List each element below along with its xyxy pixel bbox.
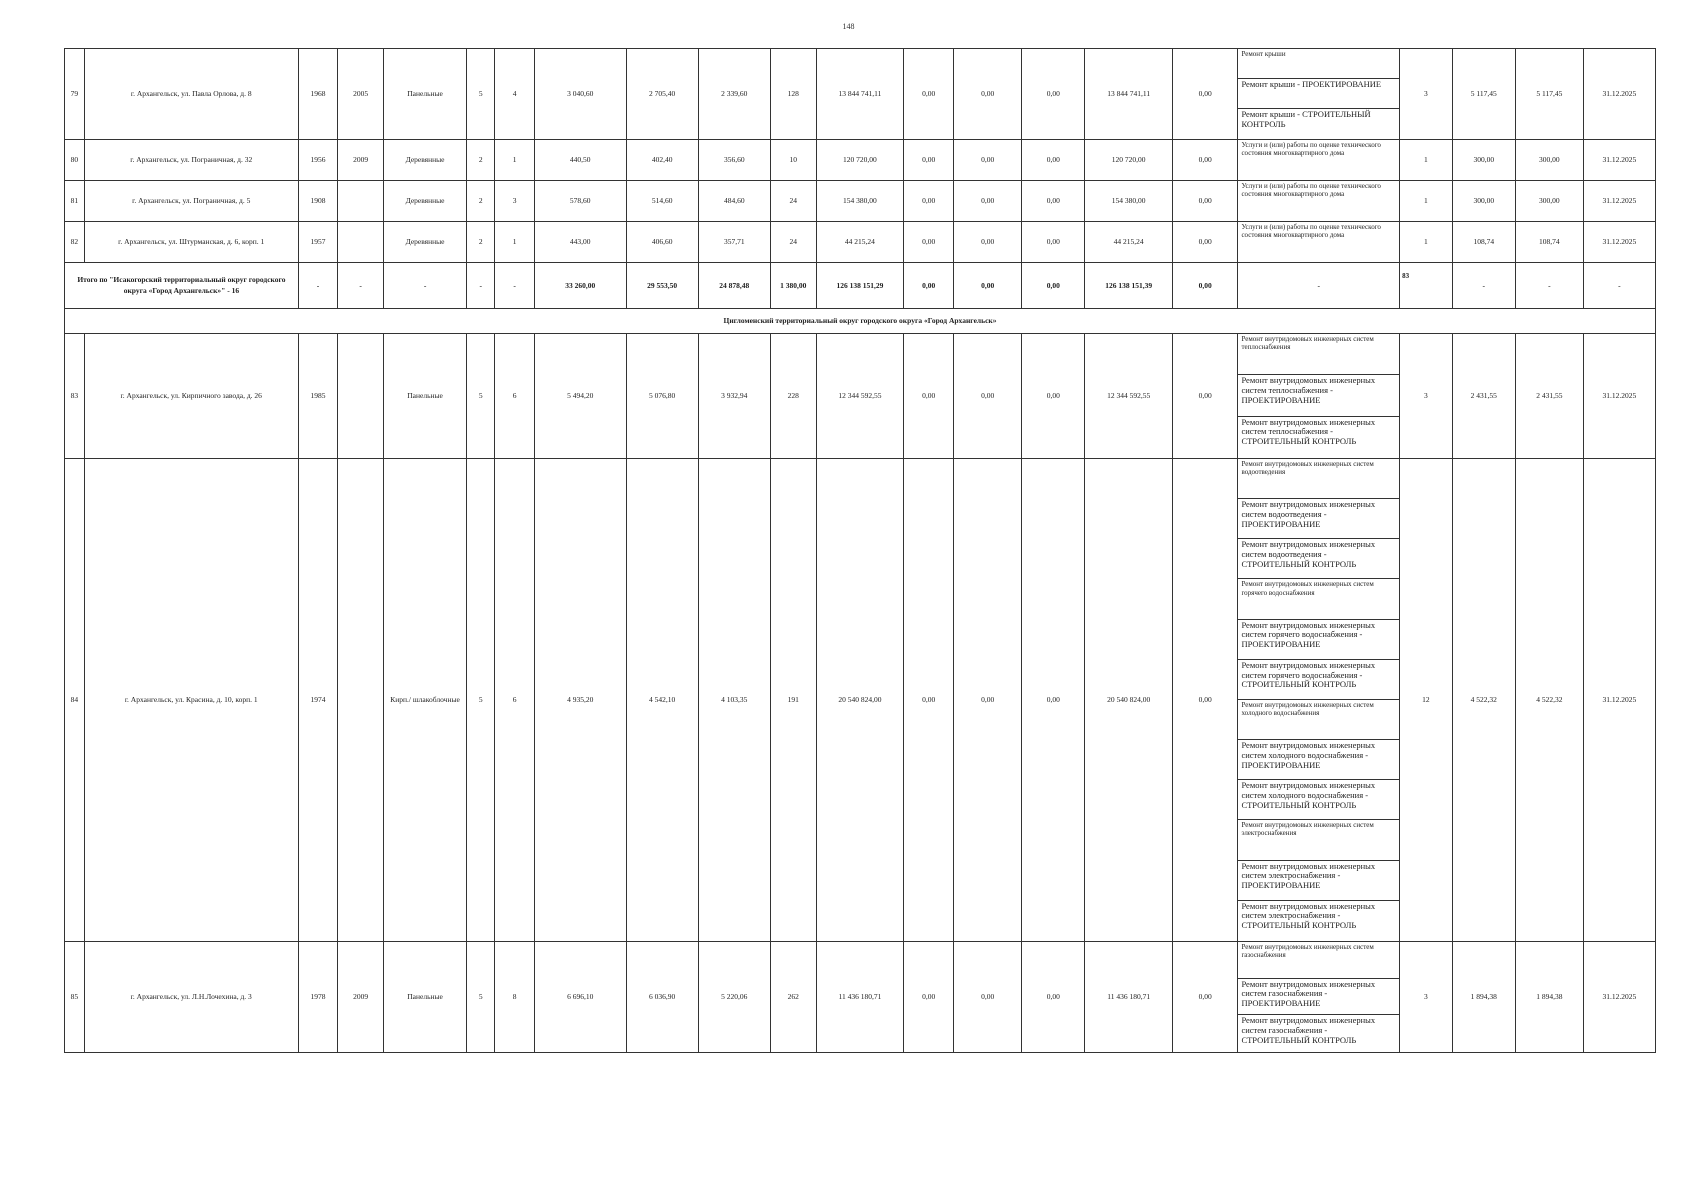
- work-item: Ремонт внутридомовых инженерных систем холодного водоснабжения - ПРОЕКТИРОВАНИЕ: [1238, 740, 1399, 780]
- works-cell: [1238, 49, 1400, 140]
- total-fund-local: 0,00: [1022, 263, 1085, 309]
- work-count: 3: [1400, 334, 1452, 459]
- row-number: 84: [65, 459, 85, 942]
- work-item: Ремонт внутридомовых инженерных систем холодного водоснабжения: [1238, 700, 1399, 740]
- wall-material: Кирп./ шлакоблочные: [384, 459, 467, 942]
- deadline: 31.12.2025: [1583, 459, 1655, 942]
- wall-material: Панельные: [384, 49, 467, 140]
- entrances: 3: [495, 181, 534, 222]
- work-count: 3: [1400, 942, 1452, 1053]
- fund-federal: 0,00: [904, 334, 954, 459]
- capital-repair-table-sheet: [64, 48, 1656, 1053]
- fund-other: 0,00: [1172, 222, 1238, 263]
- wall-material: Деревянные: [384, 222, 467, 263]
- work-item: Ремонт внутридомовых инженерных систем водоотведения - ПРОЕКТИРОВАНИЕ: [1238, 499, 1399, 539]
- total-work-count-value: 83: [1402, 272, 1410, 281]
- work-count: 3: [1400, 49, 1452, 140]
- deadline: 31.12.2025: [1583, 222, 1655, 263]
- work-item: Ремонт внутридомовых инженерных систем электроснабжения: [1238, 820, 1399, 860]
- year-built: 1956: [298, 140, 337, 181]
- work-item: Ремонт внутридомовых инженерных систем газоснабжения - СТРОИТЕЛЬНЫЙ КОНТРОЛЬ: [1241, 1015, 1376, 1045]
- area-living: 2 339,60: [698, 49, 770, 140]
- address: г. Архангельск, ул. Пограничная, д. 32: [84, 140, 298, 181]
- works-list: [1238, 459, 1399, 941]
- year-renovated: 2009: [338, 140, 384, 181]
- table-row: [65, 140, 1656, 181]
- fund-regional: 0,00: [954, 222, 1022, 263]
- unit-cost: 1 894,38: [1452, 942, 1515, 1053]
- deadline: 31.12.2025: [1583, 49, 1655, 140]
- table-row: [65, 49, 1656, 140]
- total-area-total: 33 260,00: [534, 263, 626, 309]
- fund-federal: 0,00: [904, 49, 954, 140]
- area-living: 484,60: [698, 181, 770, 222]
- limit-cost: 108,74: [1515, 222, 1583, 263]
- wall-material: Деревянные: [384, 181, 467, 222]
- work-item: Услуги и (или) работы по оценке технического состояния многоквартирного дома: [1241, 141, 1381, 158]
- limit-cost: 2 431,55: [1515, 334, 1583, 459]
- rows-before: [65, 49, 1656, 263]
- fund-other: 0,00: [1172, 334, 1238, 459]
- cost-total: 120 720,00: [816, 140, 903, 181]
- fund-other: 0,00: [1172, 459, 1238, 942]
- unit-cost: 300,00: [1452, 140, 1515, 181]
- floors: 2: [467, 181, 495, 222]
- fund-owners: 12 344 592,55: [1085, 334, 1172, 459]
- deadline: 31.12.2025: [1583, 334, 1655, 459]
- fund-local: 0,00: [1022, 222, 1085, 263]
- unit-cost: 108,74: [1452, 222, 1515, 263]
- year-built: 1978: [298, 942, 337, 1053]
- work-item: Ремонт внутридомовых инженерных систем холодного водоснабжения - СТРОИТЕЛЬНЫЙ КОНТРОЛЬ: [1238, 780, 1399, 820]
- wall-material: Панельные: [384, 942, 467, 1053]
- total-fund-regional: 0,00: [954, 263, 1022, 309]
- residents: 24: [770, 181, 816, 222]
- unit-cost: 2 431,55: [1452, 334, 1515, 459]
- cost-total: 20 540 824,00: [816, 459, 903, 942]
- address: г. Архангельск, ул. Л.Н.Лочехина, д. 3: [84, 942, 298, 1053]
- area-premises: 406,60: [626, 222, 698, 263]
- work-item: Ремонт внутридомовых инженерных систем электроснабжения - ПРОЕКТИРОВАНИЕ: [1238, 861, 1399, 901]
- area-total: 578,60: [534, 181, 626, 222]
- area-premises: 5 076,80: [626, 334, 698, 459]
- fund-owners: 11 436 180,71: [1085, 942, 1172, 1053]
- fund-regional: 0,00: [954, 140, 1022, 181]
- unit-cost: 4 522,32: [1452, 459, 1515, 942]
- deadline: 31.12.2025: [1583, 181, 1655, 222]
- total-dash: -: [1583, 263, 1655, 309]
- entrances: 6: [495, 334, 534, 459]
- fund-local: 0,00: [1022, 49, 1085, 140]
- year-built: 1985: [298, 334, 337, 459]
- work-item: Ремонт крыши - ПРОЕКТИРОВАНИЕ: [1238, 79, 1399, 109]
- cost-total: 13 844 741,11: [816, 49, 903, 140]
- floors: 2: [467, 222, 495, 263]
- table-row: [65, 181, 1656, 222]
- area-living: 4 103,35: [698, 459, 770, 942]
- work-item: Ремонт внутридомовых инженерных систем электроснабжения - СТРОИТЕЛЬНЫЙ КОНТРОЛЬ: [1241, 900, 1376, 931]
- cost-total: 11 436 180,71: [816, 942, 903, 1053]
- table-row: [65, 222, 1656, 263]
- total-dash: -: [467, 263, 495, 309]
- fund-owners: 154 380,00: [1085, 181, 1172, 222]
- works-list: [1238, 222, 1399, 262]
- entrances: 1: [495, 140, 534, 181]
- limit-cost: 4 522,32: [1515, 459, 1583, 942]
- area-premises: 6 036,90: [626, 942, 698, 1053]
- works-list: [1238, 140, 1399, 180]
- work-item: Ремонт внутридомовых инженерных систем теплоснабжения: [1238, 334, 1399, 375]
- residents: 24: [770, 222, 816, 263]
- work-item: Ремонт внутридомовых инженерных систем водоотведения - СТРОИТЕЛЬНЫЙ КОНТРОЛЬ: [1238, 539, 1399, 579]
- entrances: 6: [495, 459, 534, 942]
- row-number: 79: [65, 49, 85, 140]
- entrances: 4: [495, 49, 534, 140]
- limit-cost: 300,00: [1515, 140, 1583, 181]
- year-renovated: 2009: [338, 942, 384, 1053]
- work-item: Услуги и (или) работы по оценке технического состояния многоквартирного дома: [1241, 223, 1381, 240]
- table-row: [65, 334, 1656, 459]
- year-renovated: [338, 459, 384, 942]
- floors: 5: [467, 49, 495, 140]
- fund-owners: 120 720,00: [1085, 140, 1172, 181]
- year-built: 1957: [298, 222, 337, 263]
- area-living: 357,71: [698, 222, 770, 263]
- total-dash: -: [495, 263, 534, 309]
- work-count: 1: [1400, 140, 1452, 181]
- works-list: [1238, 334, 1399, 458]
- fund-federal: 0,00: [904, 222, 954, 263]
- area-premises: 2 705,40: [626, 49, 698, 140]
- works-cell: [1238, 334, 1400, 459]
- fund-federal: 0,00: [904, 459, 954, 942]
- unit-cost: 5 117,45: [1452, 49, 1515, 140]
- work-item: Ремонт внутридомовых инженерных систем газоснабжения - ПРОЕКТИРОВАНИЕ: [1238, 979, 1399, 1016]
- total-dash: -: [1452, 263, 1515, 309]
- area-living: 3 932,94: [698, 334, 770, 459]
- works-list: [1238, 181, 1399, 221]
- fund-other: 0,00: [1172, 140, 1238, 181]
- work-item: Ремонт крыши: [1238, 49, 1399, 79]
- work-item: Ремонт внутридомовых инженерных систем горячего водоснабжения - ПРОЕКТИРОВАНИЕ: [1238, 620, 1399, 660]
- total-work-count: [1400, 263, 1452, 309]
- row-number: 82: [65, 222, 85, 263]
- floors: 2: [467, 140, 495, 181]
- entrances: 1: [495, 222, 534, 263]
- rows-after: [65, 334, 1656, 1053]
- year-renovated: [338, 334, 384, 459]
- cost-total: 44 215,24: [816, 222, 903, 263]
- total-fund-owners: 126 138 151,39: [1085, 263, 1172, 309]
- cost-total: 12 344 592,55: [816, 334, 903, 459]
- row-number: 85: [65, 942, 85, 1053]
- area-total: 4 935,20: [534, 459, 626, 942]
- year-renovated: [338, 181, 384, 222]
- floors: 5: [467, 459, 495, 942]
- fund-local: 0,00: [1022, 334, 1085, 459]
- residents: 262: [770, 942, 816, 1053]
- limit-cost: 300,00: [1515, 181, 1583, 222]
- total-fund-other: 0,00: [1172, 263, 1238, 309]
- limit-cost: 1 894,38: [1515, 942, 1583, 1053]
- area-total: 440,50: [534, 140, 626, 181]
- total-area-living: 24 878,48: [698, 263, 770, 309]
- section-title: Цигломенский территориальный округ городского округа «Город Архангельск»: [65, 309, 1656, 334]
- total-dash: -: [298, 263, 337, 309]
- work-item: Ремонт внутридомовых инженерных систем горячего водоснабжения: [1238, 579, 1399, 619]
- fund-regional: 0,00: [954, 942, 1022, 1053]
- table-row: [65, 459, 1656, 942]
- year-built: 1974: [298, 459, 337, 942]
- fund-regional: 0,00: [954, 459, 1022, 942]
- fund-regional: 0,00: [954, 334, 1022, 459]
- work-count: 12: [1400, 459, 1452, 942]
- residents: 10: [770, 140, 816, 181]
- area-total: 5 494,20: [534, 334, 626, 459]
- work-count: 1: [1400, 222, 1452, 263]
- section-header-row: [65, 309, 1656, 334]
- row-number: 80: [65, 140, 85, 181]
- works-list: [1238, 942, 1399, 1052]
- table-row: [65, 942, 1656, 1053]
- works-cell: [1238, 181, 1400, 222]
- year-renovated: 2005: [338, 49, 384, 140]
- fund-other: 0,00: [1172, 181, 1238, 222]
- address: г. Архангельск, ул. Штурманская, д. 6, корп. 1: [84, 222, 298, 263]
- area-total: 3 040,60: [534, 49, 626, 140]
- fund-owners: 20 540 824,00: [1085, 459, 1172, 942]
- residents: 228: [770, 334, 816, 459]
- total-area-premises: 29 553,50: [626, 263, 698, 309]
- cost-total: 154 380,00: [816, 181, 903, 222]
- fund-owners: 13 844 741,11: [1085, 49, 1172, 140]
- work-item: Ремонт внутридомовых инженерных систем теплоснабжения - СТРОИТЕЛЬНЫЙ КОНТРОЛЬ: [1241, 416, 1376, 447]
- deadline: 31.12.2025: [1583, 140, 1655, 181]
- area-premises: 514,60: [626, 181, 698, 222]
- year-built: 1908: [298, 181, 337, 222]
- work-item: Ремонт внутридомовых инженерных систем газоснабжения: [1238, 942, 1399, 979]
- total-dash: -: [384, 263, 467, 309]
- work-item: Ремонт внутридомовых инженерных систем теплоснабжения - ПРОЕКТИРОВАНИЕ: [1238, 375, 1399, 416]
- works-list: [1238, 49, 1399, 139]
- fund-federal: 0,00: [904, 942, 954, 1053]
- page-number: 148: [842, 22, 855, 31]
- fund-local: 0,00: [1022, 140, 1085, 181]
- unit-cost: 300,00: [1452, 181, 1515, 222]
- fund-regional: 0,00: [954, 181, 1022, 222]
- works-cell: [1238, 140, 1400, 181]
- year-renovated: [338, 222, 384, 263]
- work-item: Ремонт внутридомовых инженерных систем водоотведения: [1238, 459, 1399, 499]
- fund-owners: 44 215,24: [1085, 222, 1172, 263]
- total-fund-federal: 0,00: [904, 263, 954, 309]
- address: г. Архангельск, ул. Кирпичного завода, д. 26: [84, 334, 298, 459]
- fund-regional: 0,00: [954, 49, 1022, 140]
- total-cost: 126 138 151,29: [816, 263, 903, 309]
- total-row: [65, 263, 1656, 309]
- floors: 5: [467, 334, 495, 459]
- year-built: 1968: [298, 49, 337, 140]
- floors: 5: [467, 942, 495, 1053]
- area-living: 5 220,06: [698, 942, 770, 1053]
- fund-federal: 0,00: [904, 140, 954, 181]
- total-residents: 1 380,00: [770, 263, 816, 309]
- fund-other: 0,00: [1172, 49, 1238, 140]
- work-item: Ремонт внутридомовых инженерных систем горячего водоснабжения - СТРОИТЕЛЬНЫЙ КОНТРОЛЬ: [1238, 660, 1399, 700]
- address: г. Архангельск, ул. Павла Орлова, д. 8: [84, 49, 298, 140]
- fund-federal: 0,00: [904, 181, 954, 222]
- deadline: 31.12.2025: [1583, 942, 1655, 1053]
- works-cell: [1238, 942, 1400, 1053]
- works-cell: [1238, 459, 1400, 942]
- wall-material: Панельные: [384, 334, 467, 459]
- address: г. Архангельск, ул. Пограничная, д. 5: [84, 181, 298, 222]
- works-cell: [1238, 222, 1400, 263]
- total-dash: -: [1238, 263, 1400, 309]
- residents: 128: [770, 49, 816, 140]
- total-label: Итого по "Исакогорский территориальный округ городского округа «Город Архангельск»" - 16: [65, 263, 299, 309]
- area-premises: 4 542,10: [626, 459, 698, 942]
- row-number: 83: [65, 334, 85, 459]
- total-section: [65, 263, 1656, 334]
- work-item: Услуги и (или) работы по оценке технического состояния многоквартирного дома: [1241, 182, 1381, 199]
- row-number: 81: [65, 181, 85, 222]
- address: г. Архангельск, ул. Красина, д. 10, корп. 1: [84, 459, 298, 942]
- residents: 191: [770, 459, 816, 942]
- total-dash: -: [338, 263, 384, 309]
- fund-local: 0,00: [1022, 459, 1085, 942]
- area-living: 356,60: [698, 140, 770, 181]
- area-total: 443,00: [534, 222, 626, 263]
- capital-repair-table: [64, 48, 1656, 1053]
- fund-local: 0,00: [1022, 181, 1085, 222]
- area-premises: 402,40: [626, 140, 698, 181]
- total-dash: -: [1515, 263, 1583, 309]
- work-count: 1: [1400, 181, 1452, 222]
- entrances: 8: [495, 942, 534, 1053]
- area-total: 6 696,10: [534, 942, 626, 1053]
- limit-cost: 5 117,45: [1515, 49, 1583, 140]
- fund-other: 0,00: [1172, 942, 1238, 1053]
- work-item: Ремонт крыши - СТРОИТЕЛЬНЫЙ КОНТРОЛЬ: [1241, 109, 1371, 129]
- wall-material: Деревянные: [384, 140, 467, 181]
- fund-local: 0,00: [1022, 942, 1085, 1053]
